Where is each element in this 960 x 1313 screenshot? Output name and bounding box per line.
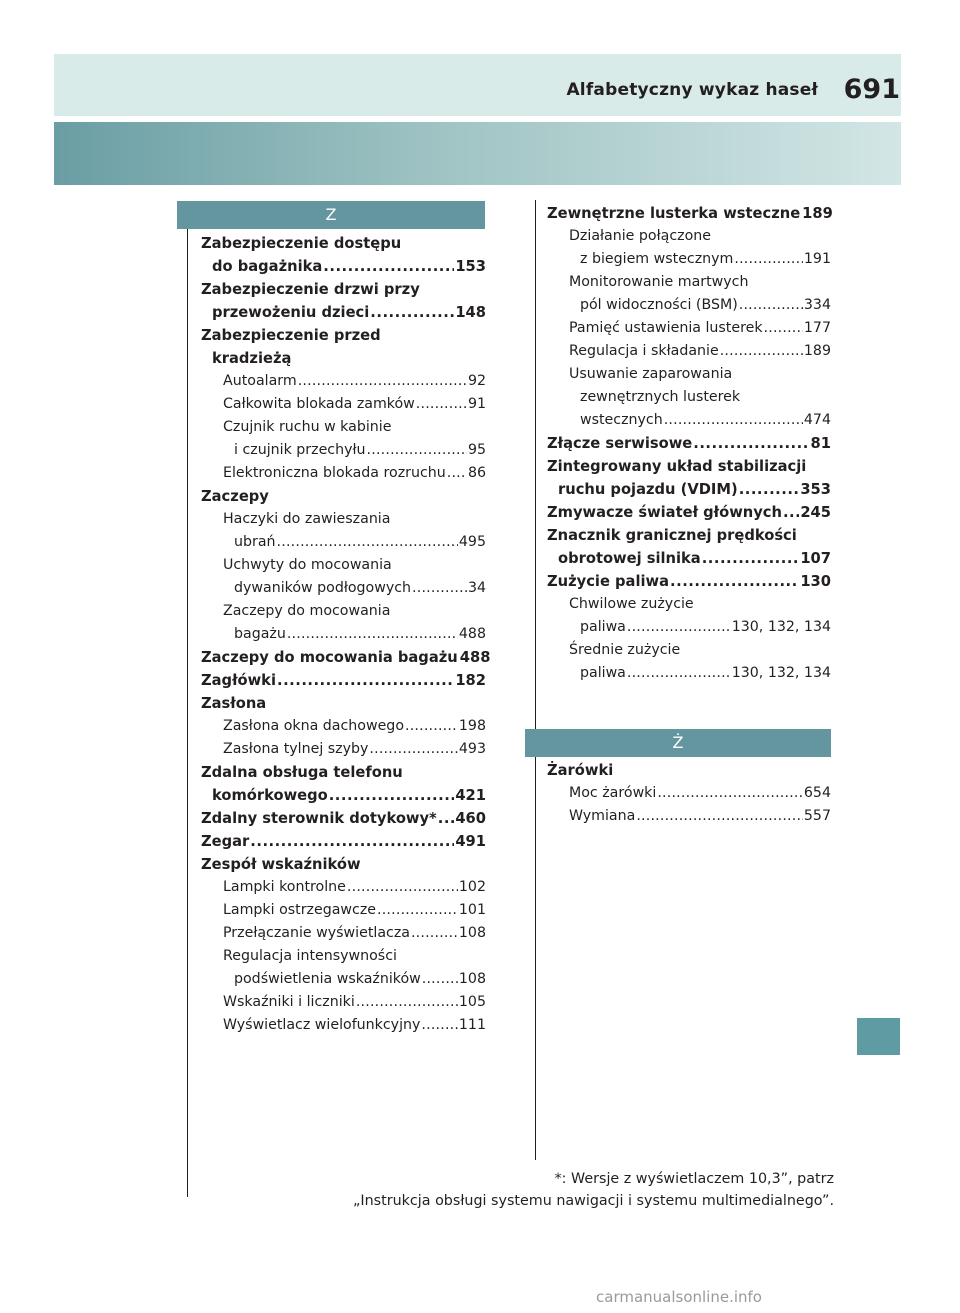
page-ref: 488 [458,626,486,642]
page-ref: 182 [455,672,486,689]
page-ref: 111 [458,1017,486,1033]
footnote [353,1168,834,1212]
index-subentry[interactable]: Czujnik ruchu w kabinie i czujnik przechyłu ..... 95 [201,416,486,462]
left-column-rule [187,222,188,1197]
page-ref: 474 [803,412,831,428]
index-entry[interactable]: Zabezpieczenie drzwi przy przewożeniu dzieci ..... 148 [201,278,486,324]
page-ref: 102 [458,879,486,895]
page-ref: 353 [800,481,831,498]
page-ref: 488 [459,649,491,666]
index-subentry[interactable]: Regulacja intensywności podświetlenia wskaźników ..... 108 [201,945,486,991]
page-number: 691 [843,74,900,105]
page-ref: 130, 132, 134 [731,665,831,681]
page-ref: 95 [467,442,486,458]
index-subentry[interactable]: Autoalarm ..... 92 [201,370,486,393]
page-ref: 130, 132, 134 [731,619,831,635]
page-ref: 334 [803,297,831,313]
index-subentry[interactable]: Usuwanie zaparowania zewnętrznych lusterek wstecznych ..... 474 [547,363,831,432]
page-ref: 105 [458,994,486,1010]
page-ref: 495 [458,534,486,550]
right-index-column [547,202,831,685]
index-subentry[interactable]: Moc żarówki ..... 654 [547,782,831,805]
page-ref: 148 [455,304,486,321]
index-subentry[interactable]: Wyświetlacz wielofunkcyjny ..... 111 [201,1014,486,1037]
index-entry: Zabezpieczenie przed kradzieżą [201,327,381,367]
page-ref: 491 [455,833,486,850]
index-subentry[interactable]: Przełączanie wyświetlacza ..... 108 [201,922,486,945]
page-ref: 108 [458,971,486,987]
page-ref: 189 [802,205,833,222]
page-ref: 460 [455,810,486,827]
right-index-column-z-dot [547,759,831,828]
index-entry[interactable]: Zagłówki ..... 182 [201,669,486,692]
page-ref: 86 [467,465,486,481]
section-letter-z-dot: Ż [525,729,831,757]
index-entry[interactable]: Zaczepy do mocowania bagażu 488 [201,646,486,669]
header-gradient-band [54,122,901,185]
page-ref: 654 [803,785,831,801]
index-subentry[interactable]: Całkowita blokada zamków ..... 91 [201,393,486,416]
footnote-line-1: *: Wersje z wyświetlaczem 10,3”, patrz [554,1171,834,1187]
index-subentry[interactable]: Zaczepy do mocowania bagażu ..... 488 [201,600,486,646]
footnote-line-2: „Instrukcja obsługi systemu nawigacji i systemu multimedialnego”. [352,1193,834,1209]
page-ref: 557 [803,808,831,824]
index-entry[interactable]: Zewnętrzne lusterka wsteczne 189 [547,202,831,225]
page-ref: 91 [467,396,486,412]
page-ref: 245 [800,504,831,521]
index-subentry[interactable]: Pamięć ustawienia lusterek ..... 177 [547,317,831,340]
index-subentry[interactable]: Lampki ostrzegawcze ..... 101 [201,899,486,922]
page-ref: 108 [458,925,486,941]
index-subentry[interactable]: Uchwyty do mocowania dywaników podłogowych ..... 34 [201,554,486,600]
index-subentry[interactable]: Zasłona okna dachowego ..... 198 [201,715,486,738]
left-index-column [201,232,491,1037]
index-entry[interactable]: Zdalna obsługa telefonu komórkowego ..... 421 [201,761,486,807]
page-ref: 130 [800,573,831,590]
index-subentry[interactable]: Chwilowe zużycie paliwa ..... 130, 132, 134 [547,593,831,639]
page-ref: 107 [800,550,831,567]
index-subentry[interactable]: Średnie zużycie paliwa ..... 130, 132, 134 [547,639,831,685]
page-ref: 191 [803,251,831,267]
index-subentry[interactable]: Wskaźniki i liczniki ..... 105 [201,991,486,1014]
page-ref: 198 [458,718,486,734]
index-entry[interactable]: Zintegrowany układ stabilizacji ruchu pojazdu (VDIM) ..... 353 [547,455,831,501]
index-subentry[interactable]: Wymiana ..... 557 [547,805,831,828]
page-ref: 421 [455,787,486,804]
index-entry: Zespół wskaźników [201,856,361,873]
index-entry[interactable]: Złącze serwisowe ..... 81 [547,432,831,455]
index-subentry[interactable]: Elektroniczna blokada rozruchu ..... 86 [201,462,486,485]
index-subentry[interactable]: Zasłona tylnej szyby ..... 493 [201,738,486,761]
right-column-rule [535,200,536,1160]
index-entry[interactable]: Zmywacze świateł głównych ..... 245 [547,501,831,524]
watermark: carmanualsonline.info [596,1288,762,1306]
page-ref: 34 [467,580,486,596]
index-subentry[interactable]: Lampki kontrolne ..... 102 [201,876,486,899]
page-ref: 177 [803,320,831,336]
chapter-tab [857,1018,900,1055]
index-entry[interactable]: Zdalny sterownik dotykowy* ..... 460 [201,807,486,830]
page-ref: 493 [458,741,486,757]
section-letter-z: Z [177,201,485,229]
index-entry[interactable]: Znacznik granicznej prędkości obrotowej silnika ..... 107 [547,524,831,570]
page-ref: 153 [455,258,486,275]
index-entry: Zaczepy [201,488,269,505]
index-entry: Żarówki [547,762,614,779]
index-subentry[interactable]: Regulacja i składanie ..... 189 [547,340,831,363]
index-subentry[interactable]: Monitorowanie martwych pól widoczności (BSM) ..... 334 [547,271,831,317]
page-ref: 189 [803,343,831,359]
index-entry[interactable]: Zabezpieczenie dostępu do bagażnika ..... 153 [201,232,486,278]
index-subentry[interactable]: Haczyki do zawieszania ubrań ..... 495 [201,508,486,554]
index-entry[interactable]: Zużycie paliwa ..... 130 [547,570,831,593]
index-entry: Zasłona [201,695,267,712]
index-entry[interactable]: Zegar ..... 491 [201,830,486,853]
page-ref: 101 [458,902,486,918]
index-subentry[interactable]: Działanie połączone z biegiem wstecznym ..... 191 [547,225,831,271]
page-ref: 92 [467,373,486,389]
page-ref: 81 [810,435,831,452]
page-title: Alfabetyczny wykaz haseł [566,80,818,100]
